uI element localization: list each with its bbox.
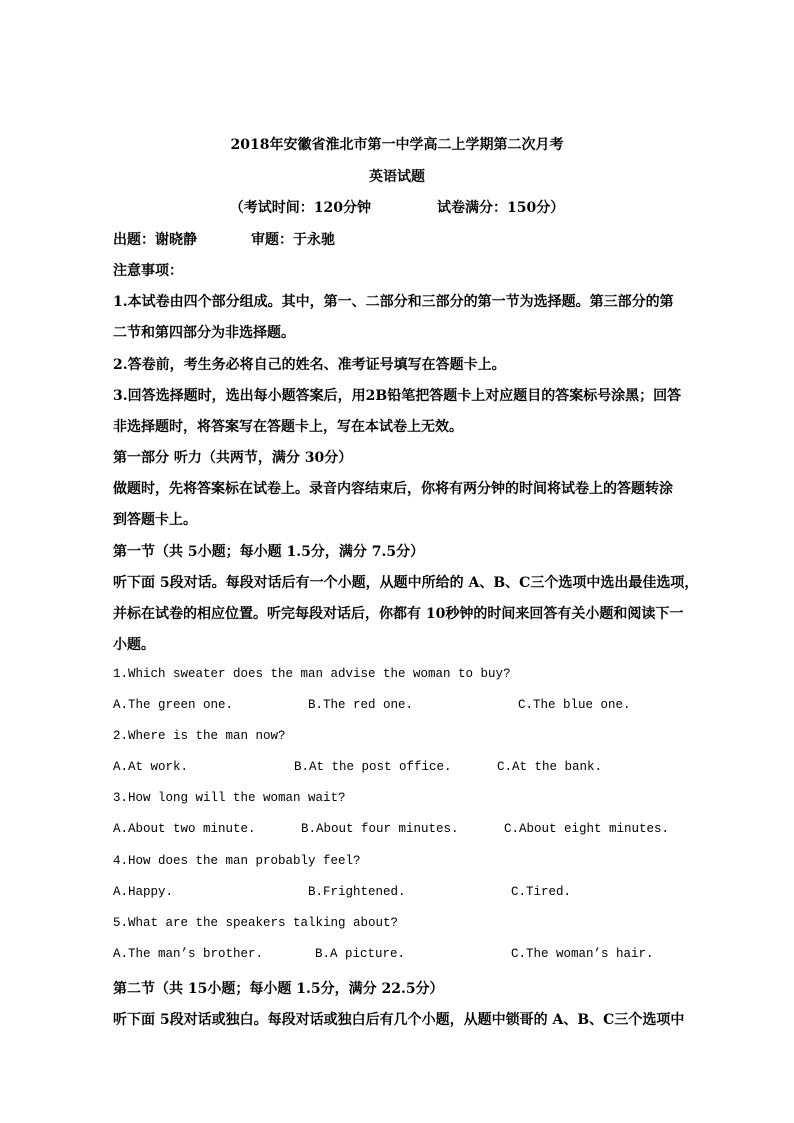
question-5: 5.What are the speakers talking about? [113,916,399,930]
notes-heading: 注意事项： [113,263,183,279]
q5-option-c: C.The woman’s hair. [511,947,654,961]
q2-option-a: A.At work. [113,760,189,774]
note-3-line-1: 3.回答选择题时，选出每小题答案后，用2B铅笔把答题卡上对应题目的答案标号涂黑；回答 [113,388,682,404]
setter-name: 出题：谢晓静 [113,232,197,248]
reviewer-name: 审题：于永驰 [251,232,335,248]
part1-heading: 第一部分 听力（共两节，满分 30分） [113,450,353,466]
exam-time: （考试时间：120分钟 [229,200,371,216]
question-4: 4.How does the man probably feel? [113,854,361,868]
section1-intro-line-2: 并标在试卷的相应位置。听完每段对话后，你都有 10秒钟的时间来回答有关小题和阅读下一 [113,606,684,622]
exam-time-score [0,197,794,217]
q4-option-b: B.Frightened. [308,885,406,899]
q4-option-c: C.Tired. [511,885,572,899]
q4-option-a: A.Happy. [113,885,174,899]
q3-option-b: B.About four minutes. [301,822,459,836]
section1-heading: 第一节（共 5小题；每小题 1.5分，满分 7.5分） [113,544,425,560]
section1-intro-line-1: 听下面 5段对话。每段对话后有一个小题，从题中所给的 A、B、C三个选项中选出最佳选项， [113,575,699,591]
section2-intro-line-1: 听下面 5段对话或独白。每段对话或独白后有几个小题，从题中锁哥的 A、B、C三个选项中 [113,1012,685,1028]
authors-line [113,229,335,249]
part1-intro-line-2: 到答题卡上。 [113,512,197,528]
exam-score: 试卷满分：150分） [437,200,565,216]
question-1: 1.Which sweater does the man advise the woman to buy? [113,667,511,681]
section2-heading: 第二节（共 15小题；每小题 1.5分，满分 22.5分） [113,981,444,997]
q1-option-a: A.The green one. [113,698,234,712]
question-2: 2.Where is the man now? [113,729,286,743]
q1-option-b: B.The red one. [308,698,414,712]
note-1-line-2: 二节和第四部分为非选择题。 [113,325,295,341]
q5-option-b: B.A picture. [315,947,406,961]
note-3-line-2: 非选择题时，将答案写在答题卡上，写在本试卷上无效。 [113,419,463,435]
note-2: 2.答卷前，考生务必将自己的姓名、准考证号填写在答题卡上。 [113,357,506,373]
q3-option-a: A.About two minute. [113,822,256,836]
q5-option-a: A.The man’s brother. [113,947,264,961]
q2-option-c: C.At the bank. [497,760,603,774]
exam-title: 2018年安徽省淮北市第一中学高二上学期第二次月考 [230,137,564,153]
question-3: 3.How long will the woman wait? [113,791,346,805]
q1-option-c: C.The blue one. [518,698,631,712]
note-1-line-1: 1.本试卷由四个部分组成。其中，第一、二部分和三部分的第一节为选择题。第三部分的第 [113,294,674,310]
exam-subject: 英语试题 [369,169,425,185]
part1-intro-line-1: 做题时，先将答案标在试卷上。录音内容结束后，你将有两分钟的时间将试卷上的答题转涂 [113,481,673,497]
q2-option-b: B.At the post office. [294,760,452,774]
section1-intro-line-3: 小题。 [113,637,155,653]
q3-option-c: C.About eight minutes. [504,822,670,836]
